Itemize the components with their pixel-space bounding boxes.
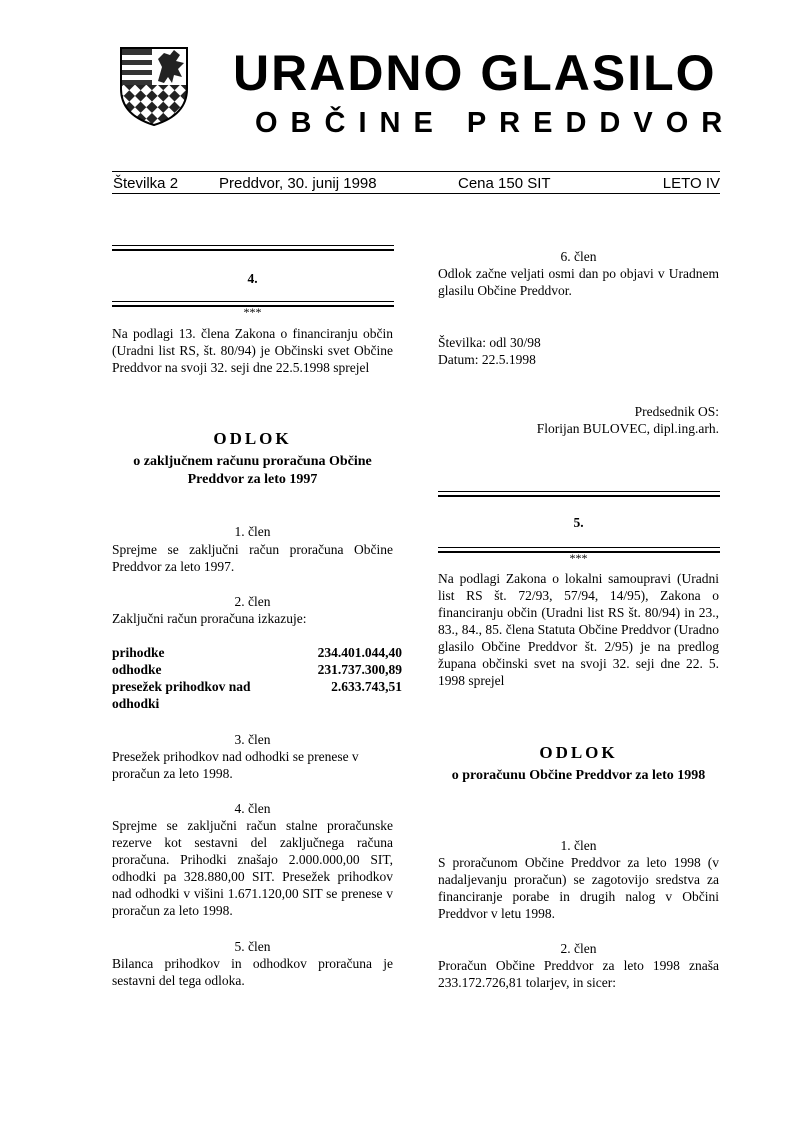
document-number: 4. bbox=[247, 271, 258, 286]
article-text: Sprejme se zaključni račun stalne proračunske rezerve kot sestavni del zaključnega računa proračuna. Prihodki znašajo 2.000.000,00 SIT, odhodki pa 328.880,00 SIT. Presežek prihodkov nad odhodki v višini 1.671.120,00 SIT se prenese v proračun za leto 1998. bbox=[112, 818, 393, 918]
publication-subtitle: OBČINE PREDDVOR bbox=[255, 107, 736, 139]
article-text: Zaključni račun proračuna izkazuje: bbox=[112, 611, 307, 626]
reference-date: Datum: 22.5.1998 bbox=[438, 352, 536, 367]
figures-table bbox=[112, 644, 402, 712]
article-text: Odlok začne veljati osmi dan po objavi v Uradnem glasilu Občine Preddvor. bbox=[438, 266, 719, 298]
article-heading: 1. člen bbox=[560, 838, 597, 853]
table-row bbox=[112, 661, 402, 678]
signer-role: Predsednik OS: bbox=[634, 404, 719, 419]
separator-rule bbox=[438, 491, 720, 497]
article-heading: 2. člen bbox=[560, 941, 597, 956]
document-number: 5. bbox=[573, 515, 584, 530]
separator-rule bbox=[112, 245, 394, 251]
table-row bbox=[112, 678, 402, 712]
row-label: odhodke bbox=[112, 662, 162, 677]
article-heading: 2. člen bbox=[234, 594, 271, 609]
article-text: Bilanca prihodkov in odhodkov proračuna je sestavni del tega odloka. bbox=[112, 956, 393, 988]
article-heading: 3. člen bbox=[234, 732, 271, 747]
article-heading: 1. člen bbox=[234, 524, 271, 539]
decree-subtitle: o proračunu Občine Preddvor za leto 1998 bbox=[451, 768, 706, 783]
article-heading: 5. člen bbox=[234, 939, 271, 954]
volume-year: LETO IV bbox=[662, 175, 720, 192]
row-value: 234.401.044,40 bbox=[317, 645, 402, 660]
header-rule-bottom bbox=[112, 193, 720, 194]
decree-title: ODLOK bbox=[213, 429, 292, 448]
stars-divider: *** bbox=[569, 551, 588, 565]
coat-of-arms-logo bbox=[118, 45, 190, 127]
row-label: prihodke bbox=[112, 645, 165, 660]
signer-name: Florijan BULOVEC, dipl.ing.arh. bbox=[536, 421, 719, 436]
article-text: S proračunom Občine Preddvor za leto 1998 (v nadaljevanju proračun) se zagotovijo sredstva za financiranje porabe in drugih nalog v Občini Preddvor v letu 1998. bbox=[438, 855, 719, 921]
header-rule-top bbox=[112, 171, 720, 172]
stars-divider: *** bbox=[243, 305, 262, 319]
place-date: Preddvor, 30. junij 1998 bbox=[219, 175, 377, 192]
row-label: presežek prihodkov nad odhodki bbox=[112, 679, 251, 711]
preamble: Na podlagi Zakona o lokalni samoupravi (Uradni list RS št. 72/93, 57/94, 14/95), Zakona o financiranju občin (Uradni list RS št. 80/94) in 23., 83., 84., 85. člena Statuta Občine Preddvor (Uradno glasilo Občine Preddvor št. 2/95) je na predlog župana občinski svet na svoji 32. seji dne 22. 5. 1998 sprejel bbox=[438, 571, 719, 688]
article-text: Proračun Občine Preddvor za leto 1998 znaša 233.172.726,81 tolarjev, in sicer: bbox=[438, 958, 719, 990]
publication-title: URADNO GLASILO bbox=[233, 45, 717, 101]
preamble: Na podlagi 13. člena Zakona o financiranju občin (Uradni list RS, št. 80/94) je Občinski svet Občine Preddvor na svoji 32. seji dne 22.5.1998 sprejel bbox=[112, 326, 393, 375]
article-text: Presežek prihodkov nad odhodki se prenese v proračun za leto 1998. bbox=[112, 749, 359, 781]
row-value: 231.737.300,89 bbox=[317, 662, 402, 677]
decree-title: ODLOK bbox=[539, 743, 618, 762]
issue-number: Številka 2 bbox=[113, 175, 179, 192]
row-value: 2.633.743,51 bbox=[331, 679, 402, 694]
reference-number: Številka: odl 30/98 bbox=[438, 335, 541, 350]
decree-subtitle: o zaključnem računu proračuna Občine Preddvor za leto 1997 bbox=[133, 454, 372, 487]
table-row bbox=[112, 644, 402, 661]
article-heading: 4. člen bbox=[234, 801, 271, 816]
article-text: Sprejme se zaključni račun proračuna Občine Preddvor za leto 1997. bbox=[112, 542, 393, 574]
price: Cena 150 SIT bbox=[458, 175, 551, 192]
article-heading: 6. člen bbox=[560, 249, 597, 264]
